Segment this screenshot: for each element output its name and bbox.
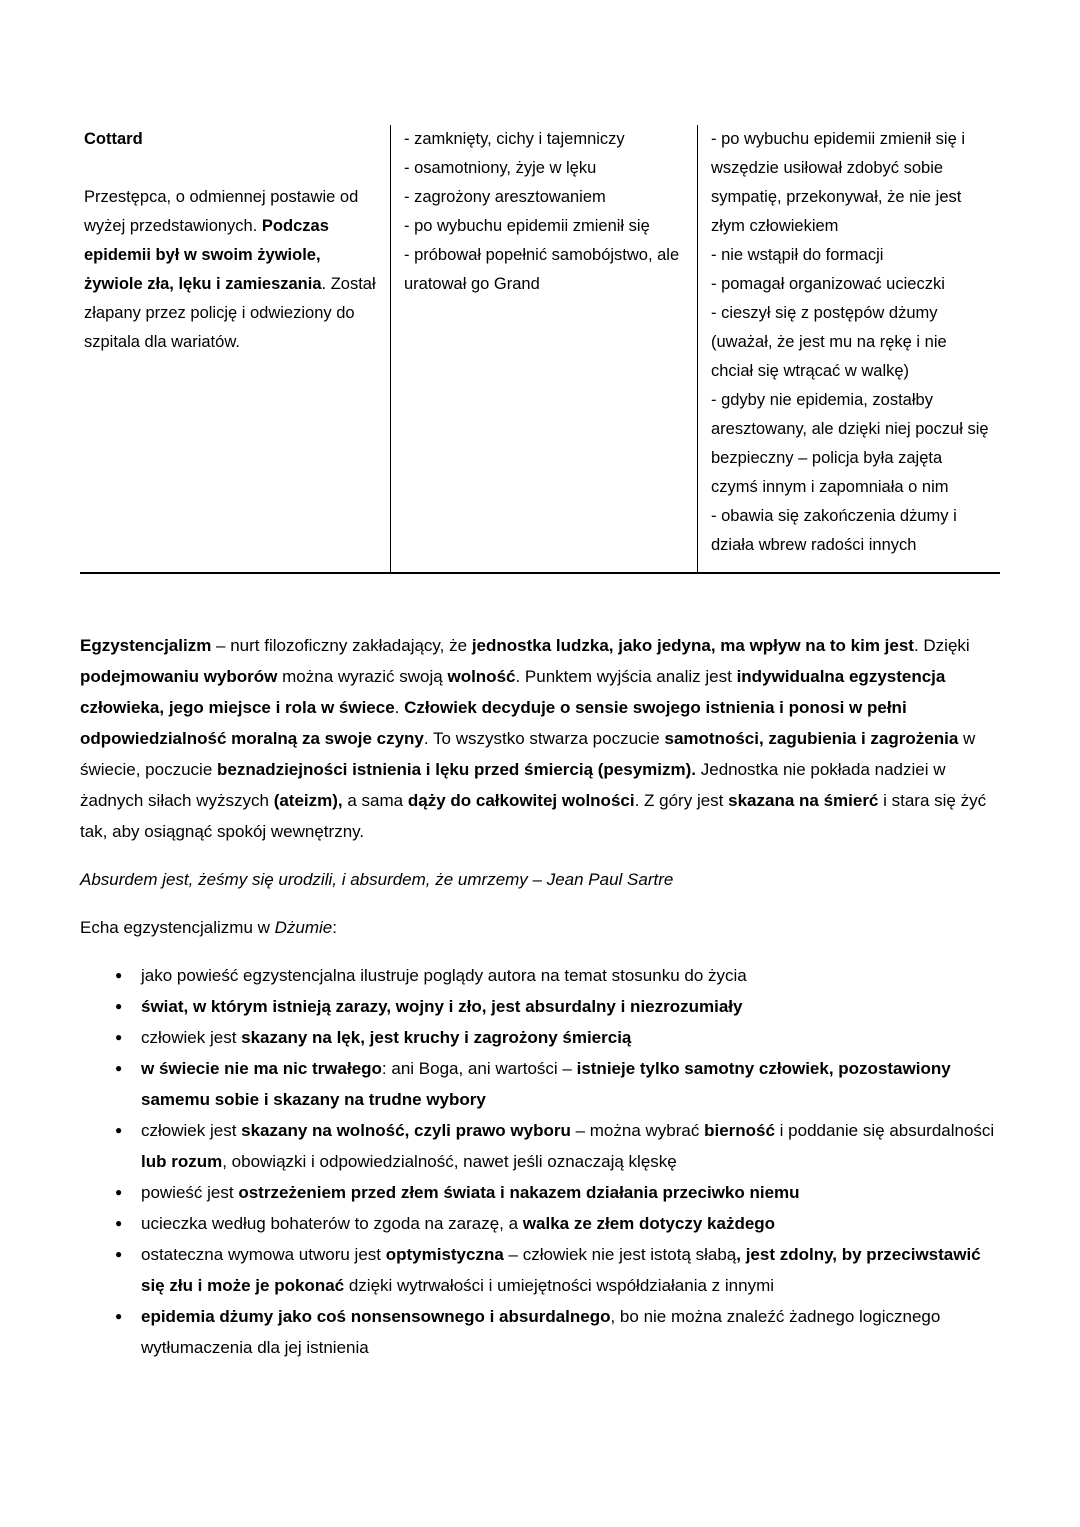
bullet-item-text: człowiek jest skazany na wolność, czyli prawo wyboru – można wybrać bierność i poddanie się absurdalności lub rozum, obowiązki i odpowiedzialność, nawet jeśli oznaczają klęskę <box>141 1121 995 1171</box>
echoes-bullet-list <box>80 960 1000 1363</box>
bullet-icon: ● <box>115 1030 123 1044</box>
bullet-item-text: jako powieść egzystencjalna ilustruje poglądy autora na temat stosunku do życia <box>141 966 747 985</box>
character-behavior-item: - nie wstąpił do formacji <box>711 246 884 264</box>
character-behavior-item: - pomagał organizować ucieczki <box>711 275 945 293</box>
bullet-item-text: powieść jest ostrzeżeniem przed złem świata i nakazem działania przeciwko niemu <box>141 1183 800 1202</box>
character-trait-item: - osamotniony, żyje w lęku <box>404 159 597 177</box>
bullet-icon: ● <box>115 1185 123 1199</box>
bullet-list-item <box>115 1022 1000 1053</box>
bullet-item-text: świat, w którym istnieją zarazy, wojny i zło, jest absurdalny i niezrozumiały <box>141 997 743 1016</box>
character-trait-item: - po wybuchu epidemii zmienił się <box>404 217 650 235</box>
character-table-cell-behaviors <box>697 125 1000 572</box>
character-trait-item: - próbował popełnić samobójstwo, ale uratował go Grand <box>404 246 680 293</box>
character-trait-item: - zamknięty, cichy i tajemniczy <box>404 130 625 148</box>
character-behavior-item: - obawia się zakończenia dżumy i działa wbrew radości innych <box>711 507 957 554</box>
character-description: Przestępca, o odmiennej postawie od wyżej przedstawionych. Podczas epidemii był w swoim żywiole, żywiole zła, lęku i zamieszania. Został złapany przez policję i odwieziony do szpitala dla wariatów. <box>84 188 376 351</box>
character-behavior-item: - gdyby nie epidemia, zostałby aresztowany, ale dzięki niej poczuł się bezpieczny – policja była zajęta czymś innym i zapomniała o nim <box>711 391 989 496</box>
bullet-icon: ● <box>115 1247 123 1261</box>
bullet-icon: ● <box>115 1061 123 1075</box>
bullet-icon: ● <box>115 1216 123 1230</box>
existentialism-definition-paragraph: Egzystencjalizm – nurt filozoficzny zakładający, że jednostka ludzka, jako jedyna, ma wpływ na to kim jest. Dzięki podejmowaniu wyborów można wyrazić swoją wolność. Punktem wyjścia analiz jest indywidualna egzystencja człowieka, jego miejsce i rola w świece. Człowiek decyduje o sensie swojego istnienia i ponosi w pełni odpowiedzialność moralną za swoje czyny. To wszystko stwarza poczucie samotności, zagubienia i zagrożenia w świecie, poczucie beznadziejności istnienia i lęku przed śmiercią (pesymizm). Jednostka nie pokłada nadziei w żadnych siłach wyższych (ateizm), a sama dąży do całkowitej wolności. Z góry jest skazana na śmierć i stara się żyć tak, aby osiągnąć spokój wewnętrzny. <box>80 636 987 841</box>
bullet-item-text: ucieczka według bohaterów to zgoda na zarazę, a walka ze złem dotyczy każdego <box>141 1214 776 1233</box>
bullet-list-item <box>115 1053 1000 1115</box>
bullet-icon: ● <box>115 1309 123 1323</box>
character-name: Cottard <box>84 130 143 148</box>
bullet-icon: ● <box>115 968 123 982</box>
bullet-list-item <box>115 991 1000 1022</box>
bullet-item-text: epidemia dżumy jako coś nonsensownego i absurdalnego, bo nie można znaleźć żadnego logicznego wytłumaczenia dla jej istnienia <box>141 1307 941 1357</box>
bullet-list-item <box>115 1177 1000 1208</box>
character-table-cell-traits <box>390 125 697 572</box>
character-behavior-item: - po wybuchu epidemii zmienił się i wszędzie usiłował zdobyć sobie sympatię, przekonywał, że nie jest złym człowiekiem <box>711 130 966 235</box>
bullet-list-item <box>115 1301 1000 1363</box>
bullet-item-text: w świecie nie ma nic trwałego: ani Boga, ani wartości – istnieje tylko samotny człowiek, pozostawiony samemu sobie i skazany na trudne wybory <box>141 1059 951 1109</box>
sartre-quote: Absurdem jest, żeśmy się urodzili, i absurdem, że umrzemy – Jean Paul Sartre <box>80 870 674 889</box>
bullet-icon: ● <box>115 999 123 1013</box>
bullet-item-text: ostateczna wymowa utworu jest optymistyczna – człowiek nie jest istotą słabą, jest zdolny, by przeciwstawić się złu i może je pokonać dzięki wytrwałości i umiejętności współdziałania z innymi <box>141 1245 981 1295</box>
bullet-list-item <box>115 960 1000 991</box>
character-behavior-item: - cieszył się z postępów dżumy (uważał, że jest mu na rękę i nie chciał się wtrącać w walkę) <box>711 304 947 380</box>
bullet-icon: ● <box>115 1123 123 1137</box>
bullet-list-item <box>115 1115 1000 1177</box>
echoes-heading: Echa egzystencjalizmu w Dżumie: <box>80 918 337 937</box>
character-table <box>80 125 1000 574</box>
bullet-list-item <box>115 1208 1000 1239</box>
character-table-cell-description <box>80 125 390 572</box>
bullet-list-item <box>115 1239 1000 1301</box>
bullet-item-text: człowiek jest skazany na lęk, jest kruchy i zagrożony śmiercią <box>141 1028 632 1047</box>
character-trait-item: - zagrożony aresztowaniem <box>404 188 606 206</box>
